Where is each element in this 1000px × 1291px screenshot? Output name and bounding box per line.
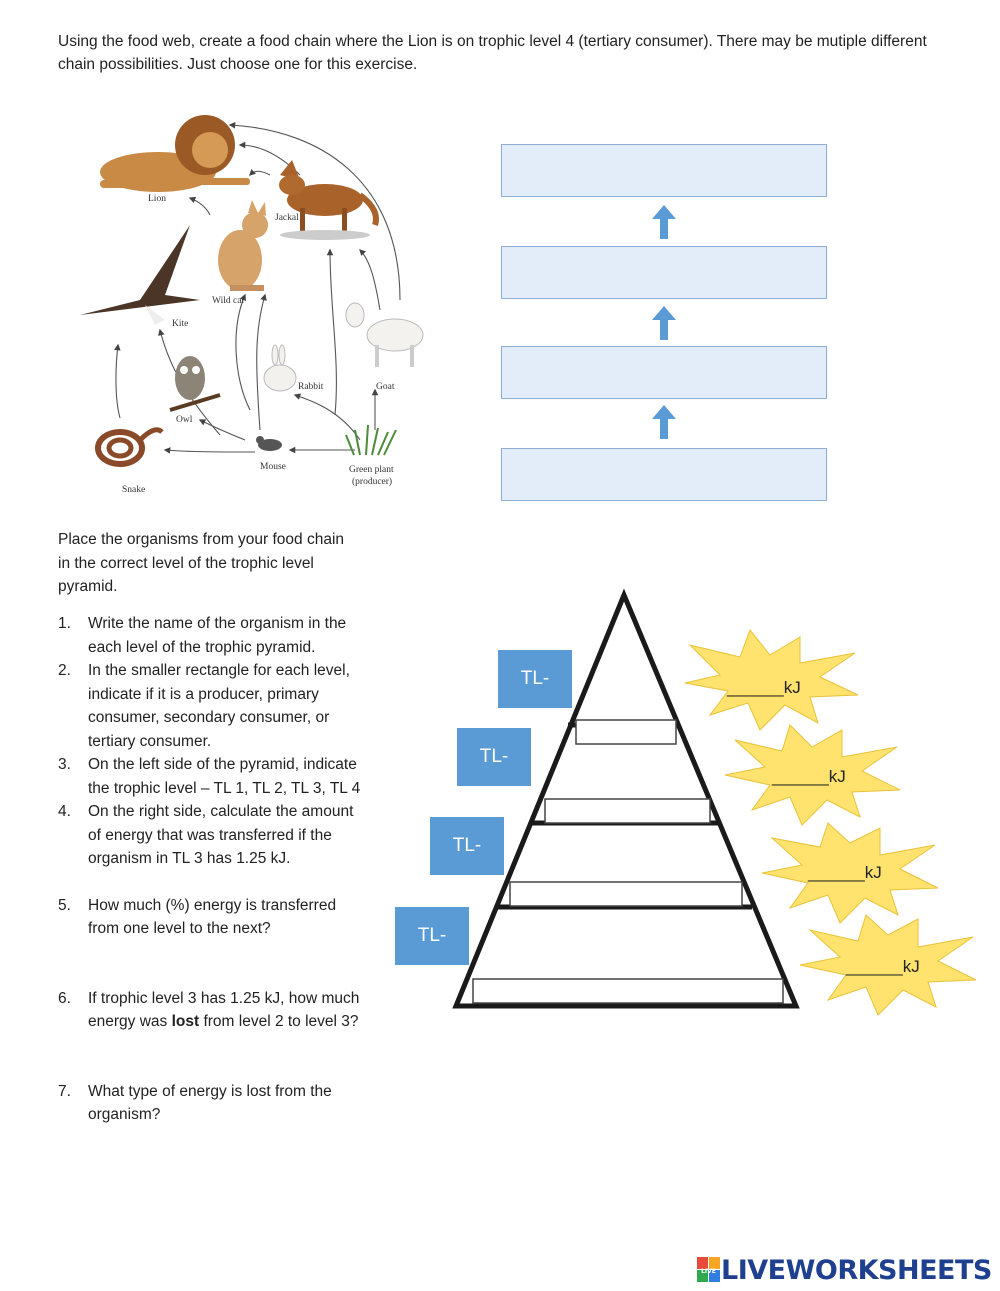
energy-blank-3: ______kJ (808, 863, 882, 882)
list-item: 3. On the left side of the pyramid, indicate the trophic level – TL 1, TL 2, TL 3, TL 4 (58, 756, 361, 797)
list-item: 4. On the right side, calculate the amount of energy that was transferred if the organism in TL 3 has 1.25 kJ. (58, 803, 354, 867)
classification-box-level-3[interactable] (545, 799, 710, 823)
trophic-level-box-4[interactable]: TL- (498, 650, 572, 708)
label-kite: Kite (172, 319, 189, 329)
energy-blank-2: ______kJ (772, 767, 846, 786)
liveworksheets-logo (697, 1253, 992, 1287)
jackal-illustration (279, 160, 376, 240)
mouse-illustration (256, 436, 282, 451)
food-chain-box-1[interactable] (501, 448, 827, 501)
chain-up-arrow-icon (652, 306, 676, 340)
list-item: 2. In the smaller rectangle for each level, indicate if it is a producer, primary consumer, secondary consumer, or tertiary consumer. (58, 662, 350, 750)
label-wild-cat: Wild cat (212, 296, 245, 306)
trophic-level-box-3[interactable]: TL- (457, 728, 531, 786)
pyramid-instructions: Place the organisms from your food chain in the correct level of the trophic level pyramid. (58, 531, 345, 595)
list-item: 5. How much (%) energy is transferred from one level to the next? (58, 896, 337, 937)
label-snake: Snake (122, 485, 146, 495)
classification-box-level-4[interactable] (576, 720, 676, 744)
food-web-illustration (70, 100, 440, 510)
label-rabbit: Rabbit (298, 382, 324, 392)
label-lion: Lion (148, 194, 166, 204)
pyramid-svg (390, 585, 990, 1025)
trophic-level-box-2[interactable]: TL- (430, 817, 504, 875)
instruction-list (58, 612, 368, 1127)
food-web-svg (70, 100, 440, 510)
svg-text:LIVE: LIVE (701, 1268, 716, 1275)
label-goat: Goat (376, 382, 395, 392)
label-jackal: Jackal (275, 213, 299, 223)
trophic-level-box-1[interactable]: TL- (395, 907, 469, 965)
label-mouse: Mouse (260, 462, 286, 472)
classification-box-level-2[interactable] (510, 882, 742, 906)
wild-cat-illustration (218, 200, 268, 291)
kite-illustration (80, 225, 200, 325)
chain-up-arrow-icon (652, 205, 676, 239)
list-item: 7. What type of energy is lost from the organism? (58, 1082, 332, 1123)
owl-illustration (170, 356, 220, 410)
energy-blank-4: ______kJ (846, 957, 920, 976)
food-chain-box-3[interactable] (501, 246, 827, 299)
rabbit-illustration (264, 345, 296, 391)
snake-illustration (98, 430, 162, 464)
label-producer: (producer) (352, 477, 393, 487)
goat-illustration (346, 303, 423, 367)
energy-blank-1: ______kJ (727, 678, 801, 697)
trophic-pyramid (390, 585, 990, 1025)
classification-box-level-1[interactable] (473, 979, 783, 1003)
list-item: 1. Write the name of the organism in the each level of the trophic pyramid. (58, 615, 347, 656)
label-green-plant: Green plant (349, 465, 394, 475)
lion-illustration (100, 115, 250, 192)
food-chain-box-4[interactable] (501, 144, 827, 197)
label-owl: Owl (176, 415, 193, 425)
food-chain-box-2[interactable] (501, 346, 827, 399)
intro-instructions: Using the food web, create a food chain where the Lion is on trophic level 4 (tertiary consumer). There may be mutiple different chain possibilities. Just choose one for this exercise. (58, 33, 927, 73)
chain-up-arrow-icon (652, 405, 676, 439)
logo-text: LIVEWORKSHEETS (721, 1254, 992, 1286)
liveworksheets-badge-icon (697, 1257, 721, 1283)
list-item: 6. If trophic level 3 has 1.25 kJ, how much energy was lost from level 2 to level 3? (58, 989, 360, 1030)
